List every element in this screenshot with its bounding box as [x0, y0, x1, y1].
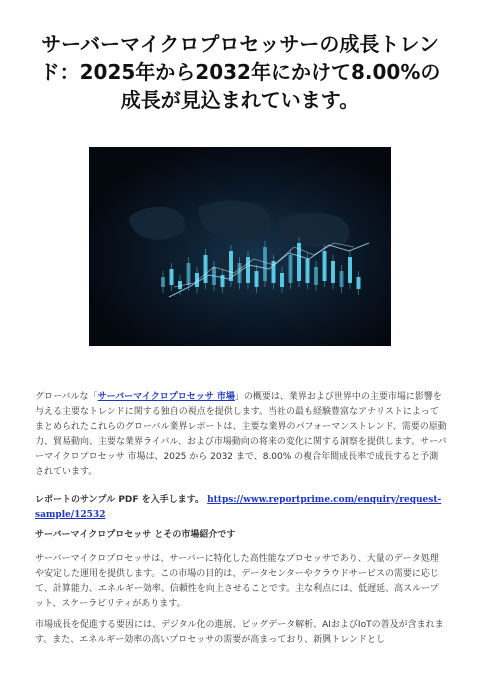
sample-link[interactable]: https://www.reportprime.com/enquiry/request-sample/12532	[35, 495, 442, 520]
sample-label: レポートのサンプル PDF を入手します。	[35, 495, 204, 505]
candle-body	[161, 277, 165, 287]
article-title: サーバーマイクロプロセッサーの成長トレンド：2025年から2032年にかけて8.00%の成長が見込まれています。	[39, 32, 441, 112]
hero-image	[89, 147, 391, 346]
candle-body	[306, 259, 310, 283]
candle-body	[280, 273, 284, 287]
candle-body	[204, 255, 208, 283]
candle-body	[348, 257, 352, 283]
candle-body	[289, 255, 293, 283]
candle-body	[263, 247, 267, 281]
market-link[interactable]: サーバーマイクロプロセッサ 市場	[97, 392, 235, 402]
sample-line	[35, 493, 447, 523]
candle-body	[187, 263, 191, 285]
candle-body	[255, 271, 259, 287]
candlestick-illustration	[89, 147, 391, 346]
candle-body	[323, 251, 327, 281]
candle-body	[331, 261, 335, 283]
intro-paragraph: グローバルな「サーバーマイクロプロセッサ 市場」の概要は、業界および世界中の主要市場に影響を与える主要なトレンドに関する独自の視点を提供します。当社の最も経験豊富なアナリストによってまとめられたこれらのグローバル業界レポートは、主要な業界のパフォーマンストレンド、需要の原動力、貿易動向、主要な業界ライバル、および市場動向の将来の変化に関する洞察を提供します。サーバーマイクロプロセッサ 市場は、2025 から 2032 まで、8.00% の複合年間成長率で成長すると予測されています。	[35, 392, 447, 477]
candle-body	[178, 281, 182, 289]
candle-body	[246, 257, 250, 283]
candle-body	[357, 277, 361, 289]
candle-body	[170, 269, 174, 285]
candle-body	[314, 267, 318, 285]
candle-body	[340, 271, 344, 287]
candle-body	[195, 273, 199, 287]
section-heading: サーバーマイクロプロセッサ とその市場紹介です	[35, 530, 236, 540]
candle-body	[221, 275, 225, 287]
body-paragraph-1: サーバーマイクロプロセッサは、サーバーに特化した高性能なプロセッサであり、大量のデータ処理や安定した運用を提供します。この市場の目的は、データセンターやクラウドサービスの需要に応じて、計算能力、エネルギー効率、信頼性を向上させることです。主な利点には、低遅延、高スループット、スケーラビリティがあります。	[35, 554, 439, 609]
body-paragraph-2: 市場成長を促進する要因には、デジタル化の進展、ビッグデータ解析、AIおよびIoTの普及が含まれます。また、エネルギー効率の高いプロセッサの需要が高まっており、新興トレンドとし	[35, 620, 444, 645]
